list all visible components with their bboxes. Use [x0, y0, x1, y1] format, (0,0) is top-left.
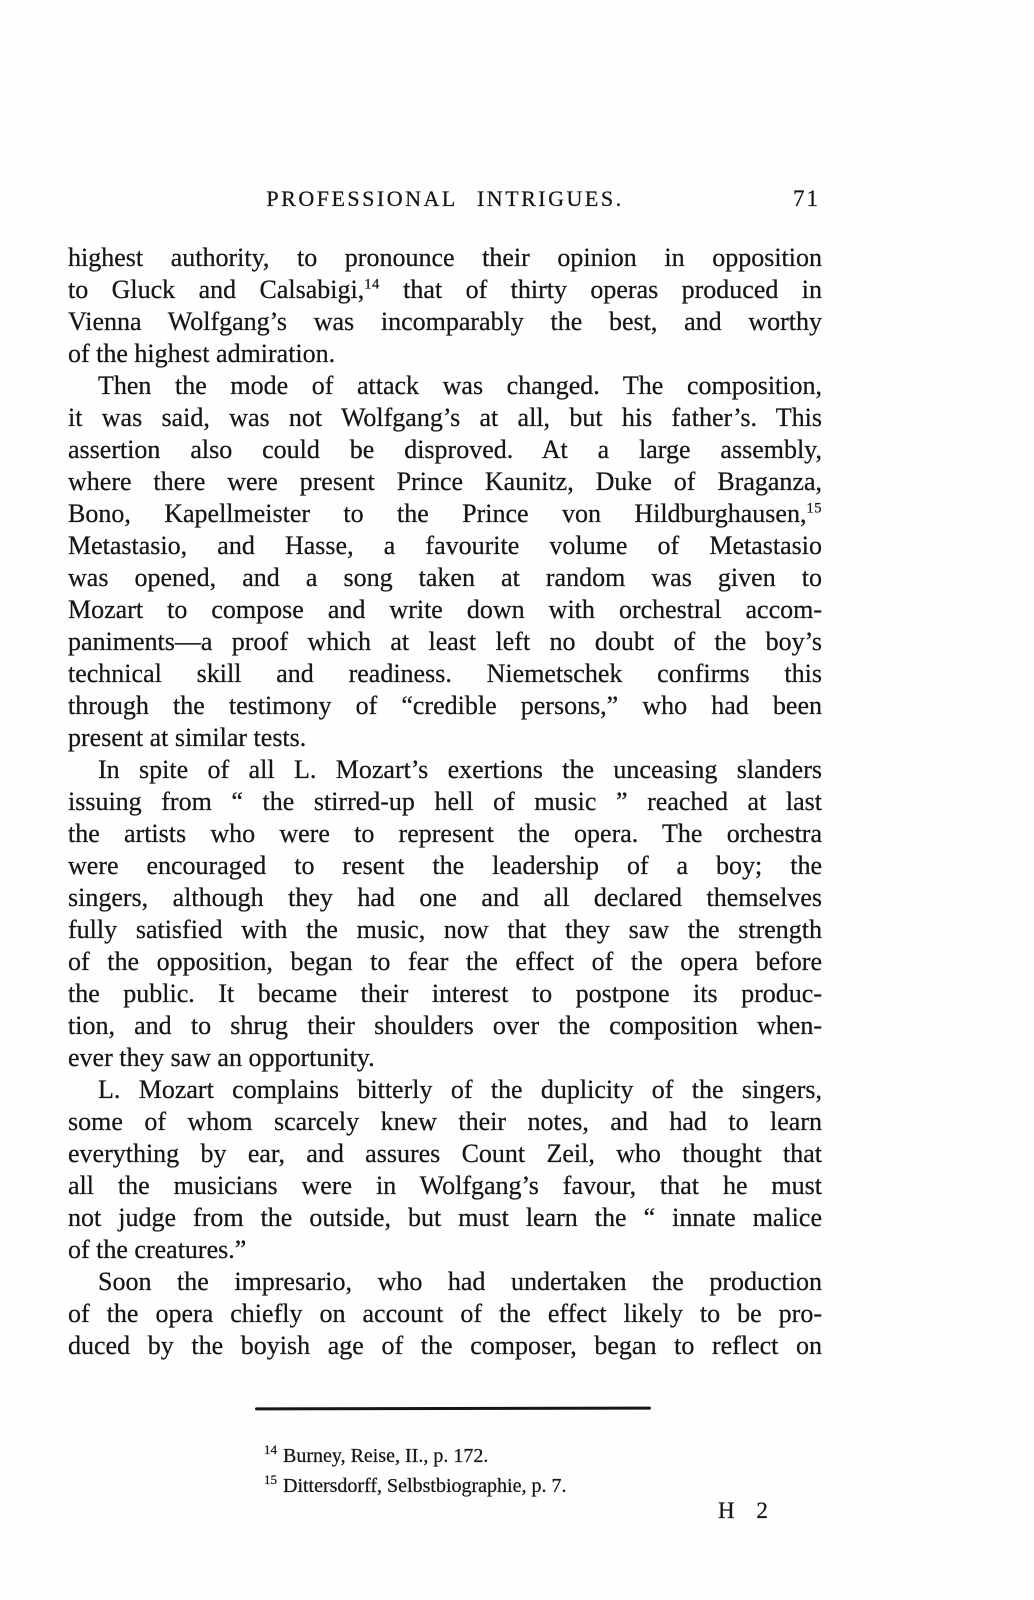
text-line: Mozart to compose and write down with orchestral accom-: [68, 595, 822, 624]
text-line: paniments—a proof which at least left no doubt of the boy’s: [68, 627, 822, 656]
footnote-ref: 15: [806, 500, 822, 517]
text-line: to Gluck and Calsabigi,$^{14}$ that of thirty operas produced in: [68, 275, 823, 304]
text-line: of the highest admiration.: [68, 339, 336, 368]
text-line: Then the mode of attack was changed. The composition,: [98, 371, 822, 400]
text-line: present at similar tests.: [68, 723, 307, 752]
footnote-marker: 14: [264, 1442, 277, 1458]
text-line: tion, and to shrug their shoulders over the composition when-: [68, 1011, 822, 1040]
text-line: it was said, was not Wolfgang’s at all, but his father’s. This: [68, 403, 822, 432]
text-line: of the opposition, began to fear the effect of the opera before: [68, 947, 822, 976]
text-line: technical skill and readiness. Niemetschek confirms this: [68, 659, 822, 688]
text-line: duced by the boyish age of the composer, began to reflect on: [68, 1331, 822, 1360]
text-line: L. Mozart complains bitterly of the duplicity of the singers,: [98, 1075, 822, 1104]
text-line: some of whom scarcely knew their notes, and had to learn: [68, 1107, 822, 1136]
footnote-rule: [255, 1407, 651, 1411]
text-line: assertion also could be disproved. At a large assembly,: [68, 435, 822, 464]
text-line: of the opera chiefly on account of the effect likely to be pro-: [68, 1299, 822, 1328]
text-line: In spite of all L. Mozart’s exertions the unceasing slanders: [98, 755, 822, 784]
paragraph: [68, 754, 822, 1074]
text-line: Metastasio, and Hasse, a favourite volume of Metastasio: [68, 531, 822, 560]
text-line: ever they saw an opportunity.: [68, 1043, 375, 1072]
paragraph: [68, 1074, 822, 1266]
text-line: singers, although they had one and all declared themselves: [68, 883, 822, 912]
text-line: the public. It became their interest to postpone its produc-: [68, 979, 822, 1008]
text-line: all the musicians were in Wolfgang’s favour, that he must: [68, 1171, 822, 1200]
footnote-row: [264, 1471, 784, 1501]
text-line: highest authority, to pronounce their opinion in opposition: [68, 243, 822, 272]
footnotes: [264, 1441, 784, 1501]
footnote-text: Dittersdorff, Selbstbiographie, p. 7.: [283, 1475, 567, 1497]
text-line: everything by ear, and assures Count Zeil, who thought that: [68, 1139, 822, 1168]
running-title: PROFESSIONAL INTRIGUES.: [266, 186, 624, 211]
text-line: through the testimony of “credible persons,” who had been: [68, 691, 822, 720]
page-number: 71: [793, 186, 820, 211]
footnote-text: Burney, Reise, II., p. 172.: [283, 1445, 489, 1467]
footnote-row: [264, 1441, 784, 1471]
text-line: of the creatures.”: [68, 1235, 247, 1264]
text-line: Soon the impresario, who had undertaken the production: [98, 1267, 822, 1296]
text-line: fully satisfied with the music, now that they saw the strength: [68, 915, 822, 944]
paragraph: [68, 242, 822, 370]
body-text: [68, 242, 822, 1362]
signature-mark: H 2: [718, 1498, 769, 1523]
text-line: Vienna Wolfgang’s was incomparably the best, and worthy: [68, 307, 822, 336]
text-line: was opened, and a song taken at random was given to: [68, 563, 822, 592]
footnote-ref: 14: [364, 276, 380, 293]
text-line: issuing from “ the stirred-up hell of music ” reached at last: [68, 787, 822, 816]
text-line: where there were present Prince Kaunitz, Duke of Braganza,: [68, 467, 822, 496]
page-header: [68, 186, 822, 216]
text-line: not judge from the outside, but must learn the “ innate malice: [68, 1203, 822, 1232]
text-line: the artists who were to represent the opera. The orchestra: [68, 819, 822, 848]
paragraph: [68, 370, 822, 754]
footnote-marker: 15: [264, 1472, 277, 1488]
text-line: Bono, Kapellmeister to the Prince von Hildburghausen,$^{15}$: [68, 499, 822, 528]
text-line: were encouraged to resent the leadership of a boy; the: [68, 851, 822, 880]
paragraph: [68, 1266, 822, 1362]
